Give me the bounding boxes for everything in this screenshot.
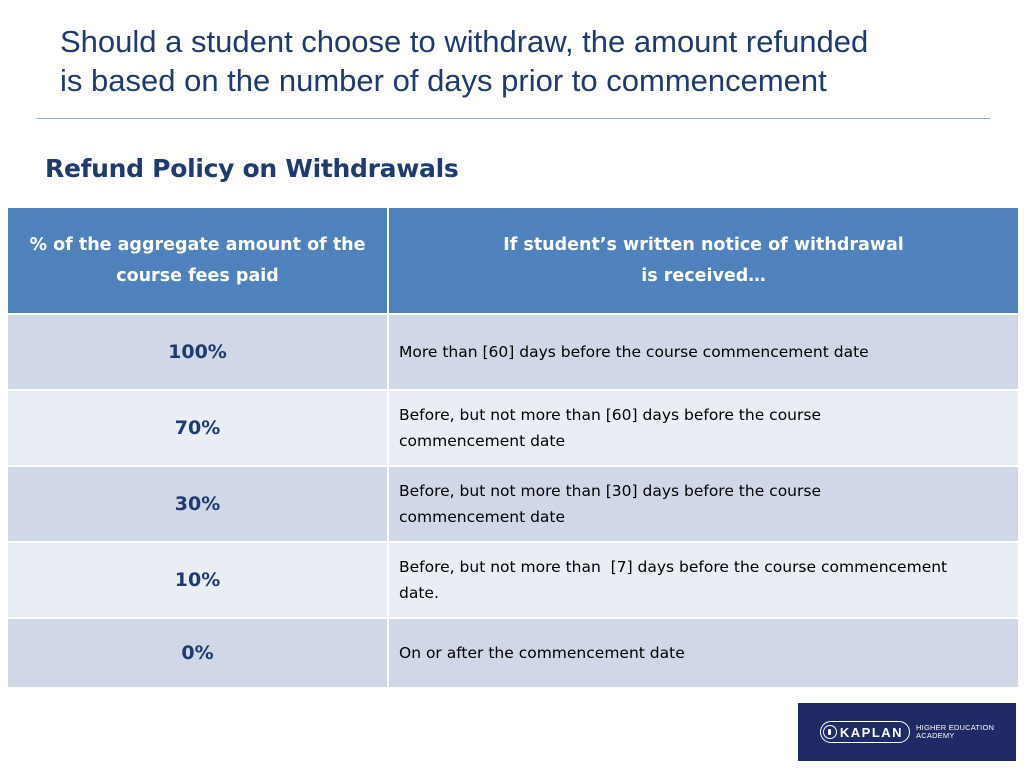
table-row bbox=[8, 466, 1018, 542]
refund-percent: 100% bbox=[8, 314, 388, 390]
withdrawal-condition: More than [60] days before the course commencement date bbox=[388, 314, 1018, 390]
slide-title-line-1: Should a student choose to withdraw, the amount refunded bbox=[60, 24, 869, 59]
header-percent-fees: % of the aggregate amount of the course fees paid bbox=[8, 208, 388, 314]
slide-title-line-2: is based on the number of days prior to commencement bbox=[60, 63, 827, 98]
table-row bbox=[8, 618, 1018, 688]
refund-percent: 0% bbox=[8, 618, 388, 688]
table-row bbox=[8, 542, 1018, 618]
withdrawal-condition: Before, but not more than [60] days before the course commencement date bbox=[388, 390, 1018, 466]
title-divider bbox=[37, 118, 990, 119]
kaplan-wordmark bbox=[820, 721, 910, 743]
refund-percent: 70% bbox=[8, 390, 388, 466]
logo-name: KAPLAN bbox=[839, 724, 904, 740]
table-row bbox=[8, 314, 1018, 390]
withdrawal-condition: Before, but not more than [30] days before the course commencement date bbox=[388, 466, 1018, 542]
slide-title bbox=[60, 22, 1000, 100]
refund-percent: 10% bbox=[8, 542, 388, 618]
keyhole-icon bbox=[823, 725, 837, 739]
kaplan-logo bbox=[798, 703, 1016, 761]
section-heading: Refund Policy on Withdrawals bbox=[45, 154, 459, 183]
withdrawal-condition: On or after the commencement date bbox=[388, 618, 1018, 688]
refund-policy-table bbox=[8, 208, 1018, 689]
table-row bbox=[8, 390, 1018, 466]
withdrawal-condition: Before, but not more than [7] days before the course commencement date. bbox=[388, 542, 1018, 618]
header-withdrawal-notice: If student’s written notice of withdrawal is received… bbox=[388, 208, 1018, 314]
logo-subtitle: HIGHER EDUCATION ACADEMY bbox=[916, 723, 995, 740]
refund-percent: 30% bbox=[8, 466, 388, 542]
table-header-row bbox=[8, 208, 1018, 314]
